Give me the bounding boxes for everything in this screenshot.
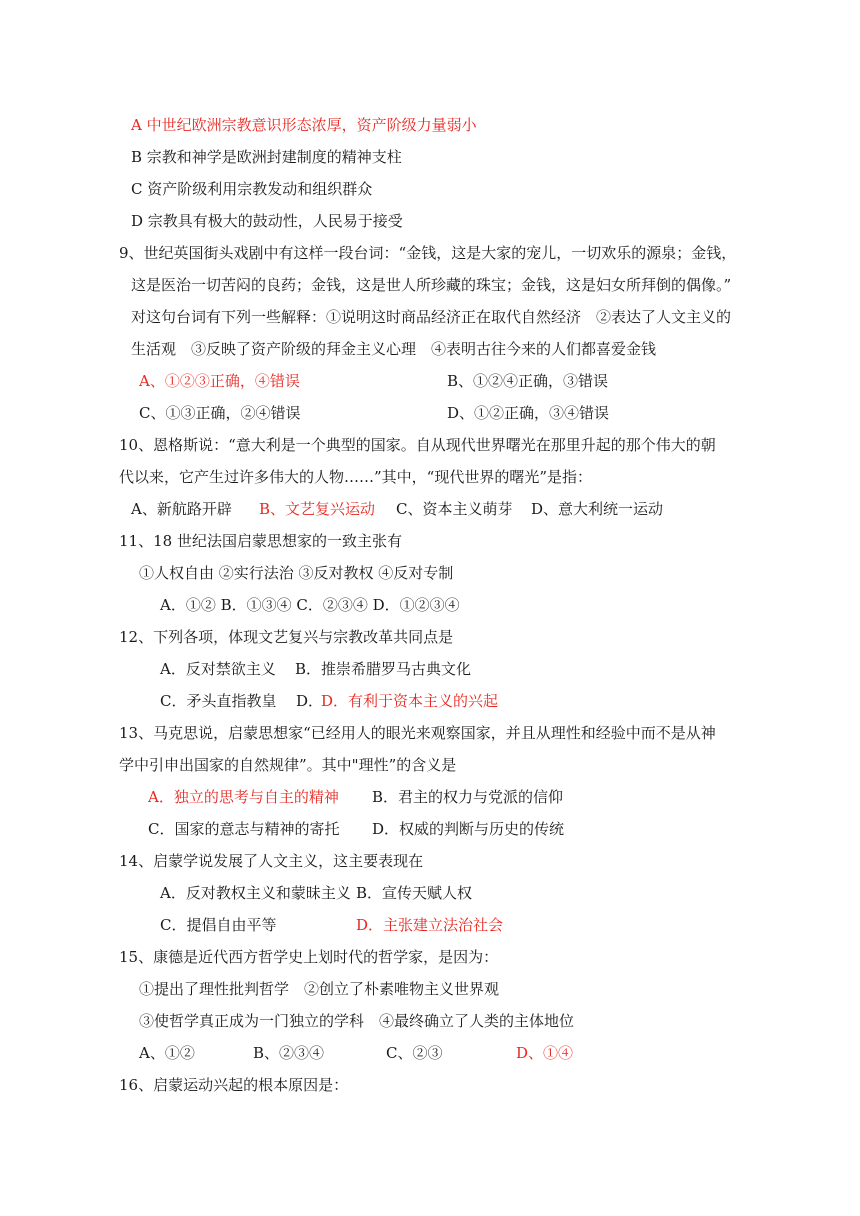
q8-option-c: C 资产阶级利用宗教发动和组织群众 (131, 180, 373, 198)
q12-option-d-text: D．有利于资本主义的兴起 (321, 692, 499, 710)
q15-items-line-2: ③使哲学真正成为一门独立的学科 ④最终确立了人类的主体地位 (139, 1012, 575, 1030)
q9-option-c: C、①③正确，②④错误 (139, 404, 301, 422)
q9-stem-line-4: 生活观 ③反映了资产阶级的拜金主义心理 ④表明古往今来的人们都喜爱金钱 (131, 340, 657, 358)
q8-option-a: A 中世纪欧洲宗教意识形态浓厚，资产阶级力量弱小 (131, 116, 477, 134)
q14-stem: 14、启蒙学说发展了人文主义，这主要表现在 (119, 852, 424, 870)
q12-stem: 12、下列各项，体现文艺复兴与宗教改革共同点是 (119, 628, 454, 646)
q9-option-b: B、①②④正确，③错误 (447, 372, 609, 390)
q13-option-d: D．权威的判断与历史的传统 (372, 820, 565, 838)
q11-stem: 11、18 世纪法国启蒙思想家的一致主张有 (119, 532, 402, 550)
q10-option-a: A、新航路开辟 (131, 500, 232, 518)
q15-option-c: C、②③ (386, 1044, 443, 1062)
q16-stem: 16、启蒙运动兴起的根本原因是： (119, 1076, 349, 1094)
q15-stem: 15、康德是近代西方哲学史上划时代的哲学家，是因为： (119, 948, 499, 966)
q8-option-b: B 宗教和神学是欧洲封建制度的精神支柱 (131, 148, 402, 166)
q12-option-b: B．推崇希腊罗马古典文化 (295, 660, 472, 678)
q15-option-a: A、①② (139, 1044, 195, 1062)
q12-option-d (321, 691, 498, 711)
q10-stem-line-2: 代以来，它产生过许多伟大的人物……”其中，“现代世界的曙光”是指： (119, 468, 593, 486)
q12-option-d-prefix: D． (296, 692, 324, 710)
q13-option-a: A．独立的思考与自主的精神 (148, 788, 339, 806)
q9-option-d: D、①②正确，③④错误 (447, 404, 610, 422)
q9-stem-line-3: 对这句台词有下列一些解释：①说明这时商品经济正在取代自然经济 ②表达了人文主义的 (131, 308, 732, 326)
q14-option-a: A．反对教权主义和蒙昧主义 (160, 884, 351, 902)
q9-stem-line-1: 9、世纪英国街头戏剧中有这样一段台词：“金钱，这是大家的宠儿，一切欢乐的源泉；金钱， (119, 244, 737, 262)
q13-stem-line-1: 13、马克思说，启蒙思想家“已经用人的眼光来观察国家，并且从理性和经验中而不是从神 (119, 724, 716, 742)
q13-option-b: B．君主的权力与党派的信仰 (372, 788, 564, 806)
q9-stem-line-2: 这是医治一切苦闷的良药；金钱，这是世人所珍藏的珠宝；金钱，这是妇女所拜倒的偶像。” (131, 276, 732, 294)
q8-option-d: D 宗教具有极大的鼓动性，人民易于接受 (131, 212, 403, 230)
q15-items-line-1: ①提出了理性批判哲学 ②创立了朴素唯物主义世界观 (139, 980, 500, 998)
q10-option-d: D、意大利统一运动 (531, 500, 664, 518)
q14-option-c: C．提倡自由平等 (160, 916, 277, 934)
q15-option-b: B、②③④ (253, 1044, 325, 1062)
q10-stem-line-1: 10、恩格斯说：“意大利是一个典型的国家。自从现代世界曙光在那里升起的那个伟大的朝 (119, 436, 716, 454)
q11-items: ①人权自由 ②实行法治 ③反对教权 ④反对专制 (139, 564, 454, 582)
q11-options: A．①② B．①③④ C．②③④ D．①②③④ (160, 596, 460, 614)
q10-option-c: C、资本主义萌芽 (396, 500, 513, 518)
q15-option-d: D、①④ (516, 1044, 574, 1062)
q10-option-b: B、文艺复兴运动 (259, 500, 376, 518)
q13-option-c: C．国家的意志与精神的寄托 (148, 820, 340, 838)
q14-option-b: B．宣传天赋人权 (356, 884, 473, 902)
q12-option-a: A．反对禁欲主义 (160, 660, 276, 678)
q12-option-c: C．矛头直指教皇 (160, 692, 277, 710)
q13-stem-line-2: 学中引申出国家的自然规律”。其中"理性”的含义是 (119, 756, 457, 774)
q14-option-d: D．主张建立法治社会 (356, 916, 504, 934)
q9-option-a: A、①②③正确，④错误 (139, 372, 300, 390)
